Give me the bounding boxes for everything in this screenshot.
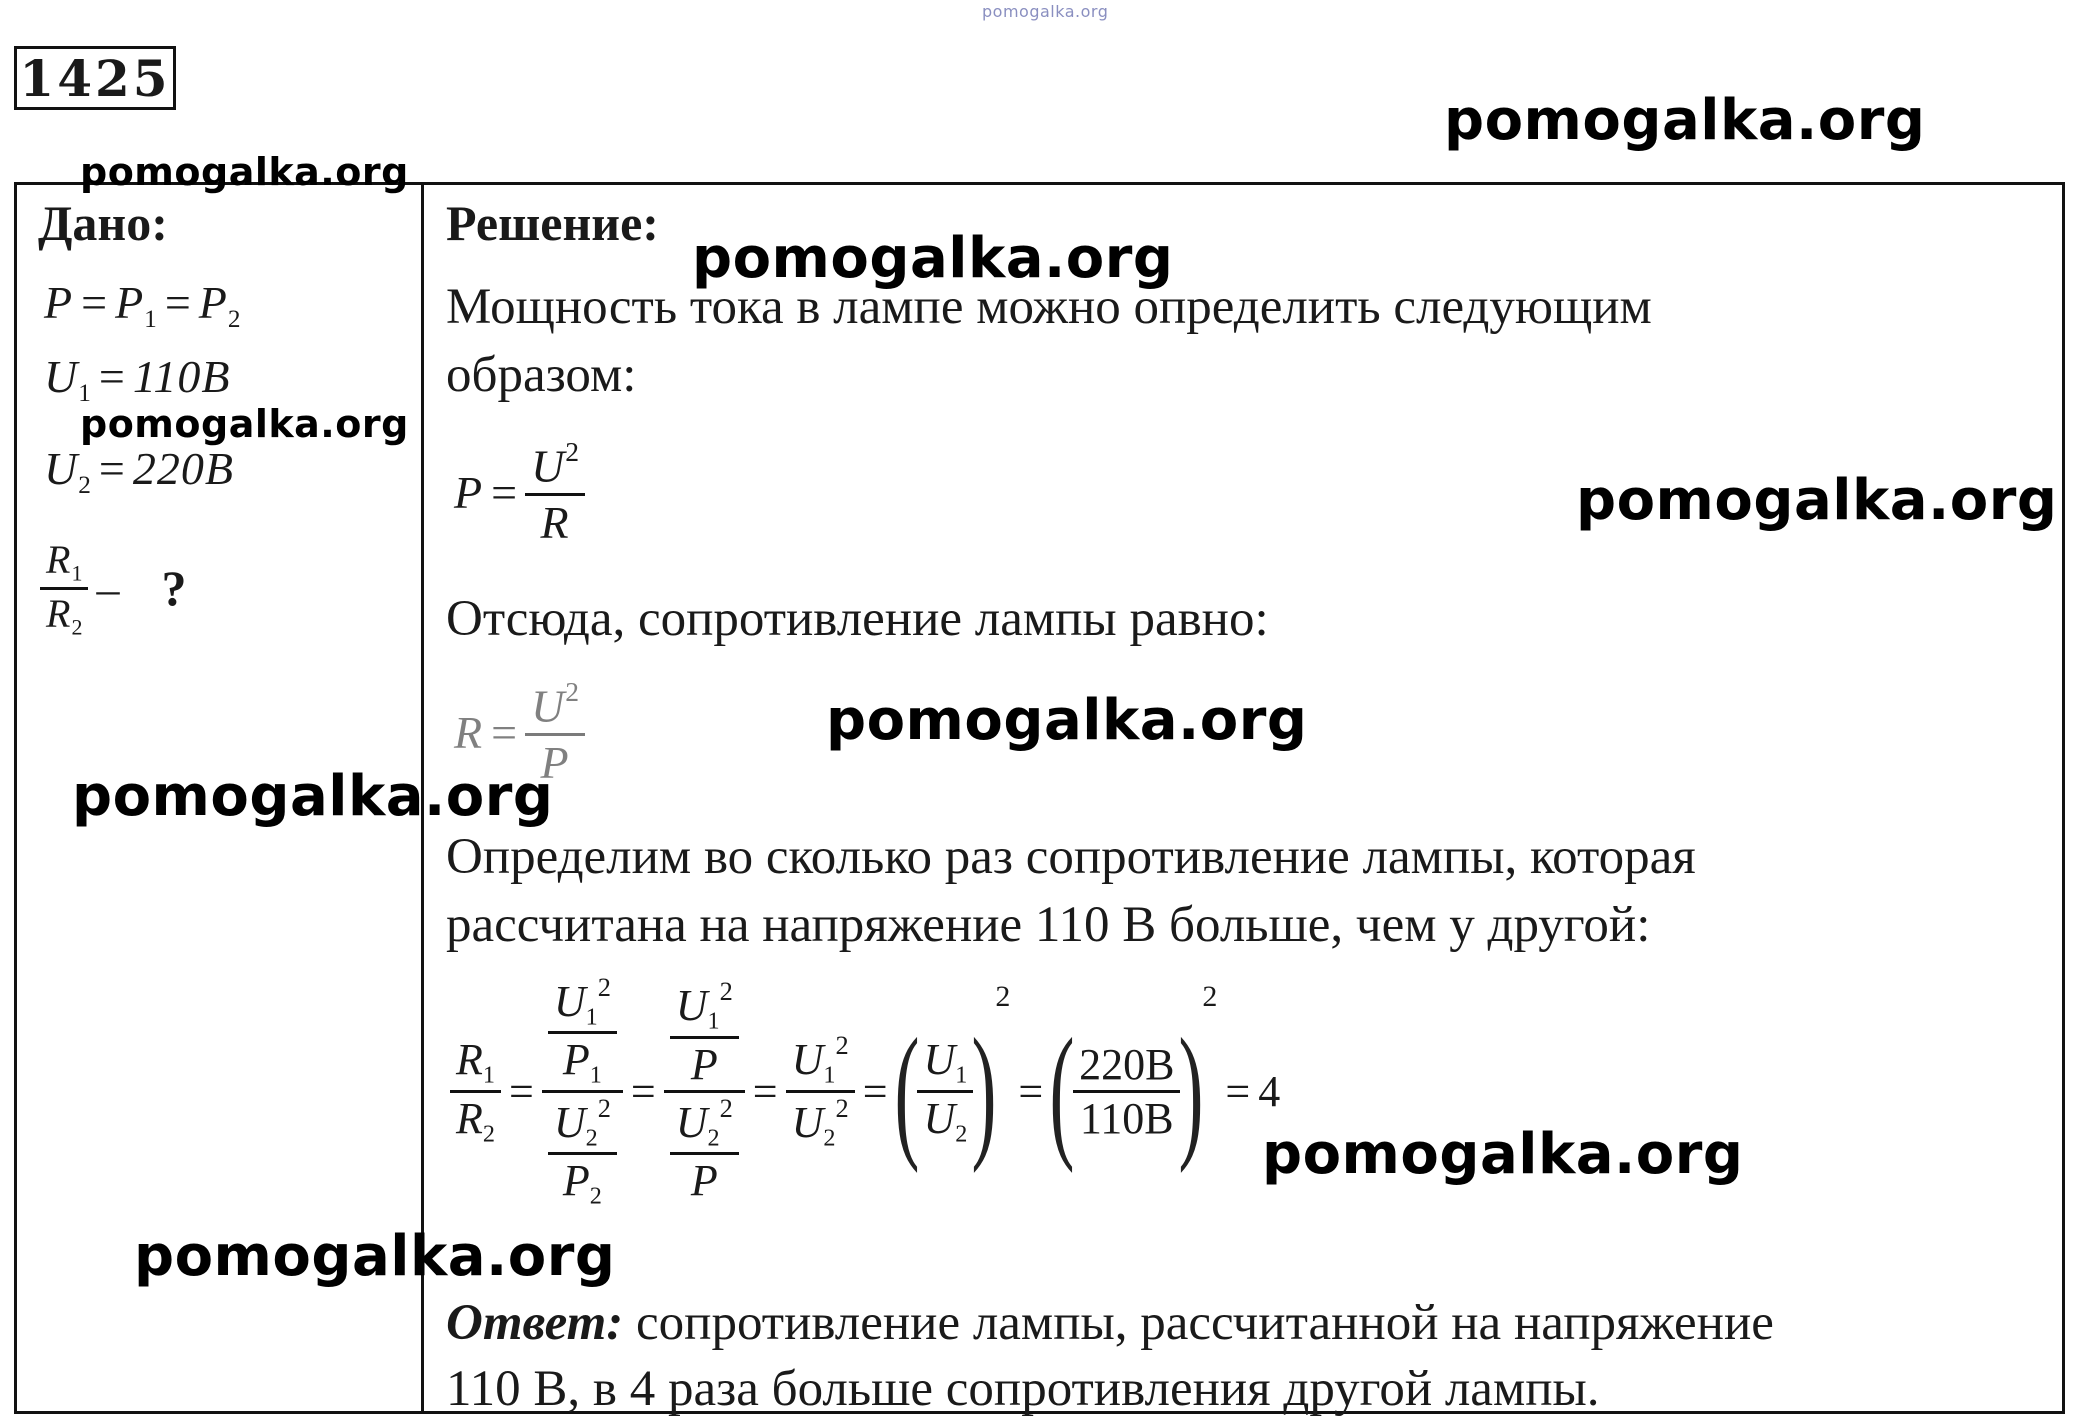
given-question-mark: ? bbox=[161, 560, 187, 617]
given-u2-value: 220B bbox=[132, 443, 234, 494]
ratio-r1-r2: $\frac{R_1}{R_2}$ bbox=[450, 1034, 501, 1148]
ratio-step-3: $\frac{U_1^2}{U_2^2}$ bbox=[786, 1030, 855, 1152]
watermark-top-right: pomogalka.org bbox=[1444, 88, 1926, 153]
solution-line-5: рассчитана на напряжение 110 В больше, чем у другой: bbox=[446, 897, 1651, 953]
solution-header: Решение: bbox=[446, 195, 659, 251]
formula-power: P = $\frac{U^2}{R}$ bbox=[454, 436, 585, 549]
watermark-right-bottom: pomogalka.org bbox=[1262, 1122, 1744, 1187]
solution-line-1: Мощность тока в лампе можно определить следующим bbox=[446, 279, 1652, 335]
answer-label: Ответ: bbox=[446, 1295, 624, 1351]
solution-line-4: Определим во сколько раз сопротивление лампы, которая bbox=[446, 829, 1696, 885]
watermark-left-middle: pomogalka.org bbox=[72, 764, 554, 829]
watermark-left-bottom: pomogalka.org bbox=[134, 1224, 616, 1289]
formula-resistance: R = $\frac{U^2}{P}$ bbox=[454, 676, 585, 789]
given-header: Дано: bbox=[38, 195, 168, 251]
ratio-step-5 bbox=[1073, 1039, 1180, 1144]
ratio-denominator-value: 110B bbox=[1079, 1093, 1174, 1143]
given-u2: $U_2 = 220B$ bbox=[44, 443, 234, 499]
ratio-step-4: $\frac{U_1}{U_2}$ bbox=[917, 1034, 973, 1148]
answer-line-1: сопротивление лампы, рассчитанной на напряжение bbox=[636, 1295, 1774, 1351]
ratio-step-2: $\frac{\frac{U_1^2}{P}}{\frac{U_2^2}{P}}$ bbox=[664, 976, 745, 1206]
formula-ratio: $\frac{R_1}{R_2}$ = $\frac{\frac{U_1^2}{P_1}}{\frac{U_2^2}{P_2}}$ = $\frac{\frac{U_1^2}{P}}{\frac{U_2^2}{P}}$ = $\frac{U_1^2}{U_2^2}$ = ( $\frac{U_1}{U_2}$ ) 2 = ( $\frac{220B}{110B}$ ) 2 = 4 bbox=[450, 972, 1280, 1210]
given-power-equality: $P = P_1 = P_2$ bbox=[44, 277, 241, 333]
problem-number: 1425 bbox=[14, 46, 176, 110]
watermark-given-middle: pomogalka.org bbox=[80, 402, 409, 446]
watermark-solution-top: pomogalka.org bbox=[692, 226, 1174, 291]
watermark-right-middle: pomogalka.org bbox=[1576, 468, 2058, 533]
solution-line-3: Отсюда, сопротивление лампы равно: bbox=[446, 591, 1269, 647]
answer-block bbox=[446, 1290, 2046, 1422]
solution-line-2: образом: bbox=[446, 347, 637, 403]
given-find: $\frac{R_1}{R_2}$ – ? bbox=[40, 536, 186, 640]
ratio-step-4-exponent: 2 bbox=[995, 980, 1011, 1013]
given-u1: $U_1 = 110B$ bbox=[44, 351, 231, 407]
given-u1-value: 110B bbox=[132, 351, 231, 402]
answer-line-2: 110 В, в 4 раза больше сопротивления другой лампы. bbox=[446, 1361, 1600, 1417]
watermark-center: pomogalka.org bbox=[826, 688, 1308, 753]
ratio-step-5-exponent: 2 bbox=[1202, 980, 1218, 1013]
ratio-result: 4 bbox=[1258, 1066, 1281, 1116]
watermark-top-small: pomogalka.org bbox=[982, 2, 1109, 21]
watermark-given-top: pomogalka.org bbox=[80, 150, 409, 194]
ratio-step-1: $\frac{\frac{U_1^2}{P_1}}{\frac{U_2^2}{P_2}}$ bbox=[542, 972, 623, 1210]
ratio-numerator-value: 220B bbox=[1079, 1039, 1175, 1089]
